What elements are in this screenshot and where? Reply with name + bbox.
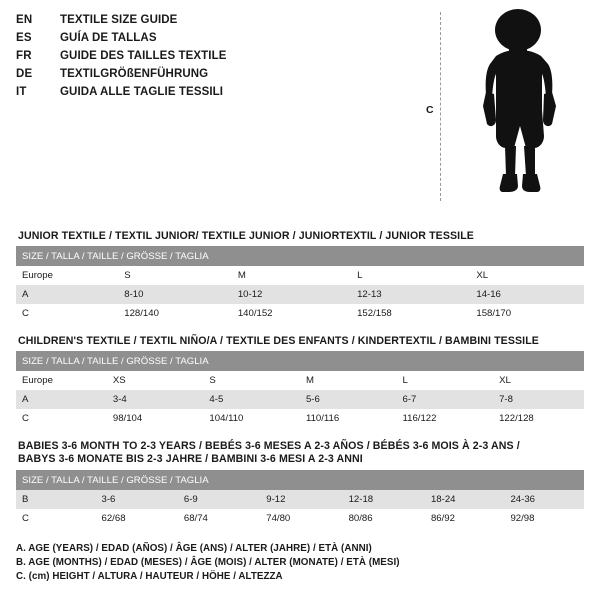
cell-value: 110/116 (300, 409, 397, 428)
column-header-xs: XS (107, 371, 204, 390)
cell-value: 9-12 (260, 490, 342, 509)
height-measure-label: C (426, 104, 434, 116)
cell-value: 116/122 (397, 409, 494, 428)
row-label-c: C (16, 509, 96, 528)
legend-item-b: B. AGE (MONTHS) / EDAD (MESES) / ÂGE (MOIS) / ALTER (MONATE) / ETÀ (MESI) (16, 557, 400, 568)
table-row (16, 409, 584, 428)
section-title-junior: JUNIOR TEXTILE / TEXTIL JUNIOR/ TEXTILE JUNIOR / JUNIORTEXTIL / JUNIOR TESSILE (18, 230, 474, 242)
measurement-figure (426, 8, 586, 203)
cell-value: 158/170 (470, 304, 584, 323)
size-header-label-babies: SIZE / TALLA / TAILLE / GRÖSSE / TAGLIA (16, 470, 584, 490)
cell-value: 12-18 (343, 490, 425, 509)
cell-value: 3-4 (107, 390, 204, 409)
section-junior (16, 230, 584, 323)
language-row-en (16, 14, 436, 32)
cell-value: 92/98 (504, 509, 584, 528)
cell-value: 8-10 (118, 285, 232, 304)
column-header-l: L (397, 371, 494, 390)
section-title-babies (18, 440, 584, 466)
language-text-it: GUIDA ALLE TAGLIE TESSILI (60, 86, 224, 98)
column-header-europe: Europe (16, 371, 107, 390)
table-babies (16, 470, 584, 528)
row-label-c: C (16, 409, 107, 428)
section-children (16, 335, 584, 428)
toddler-silhouette-icon (456, 8, 584, 200)
cell-value: 128/140 (118, 304, 232, 323)
column-header-xl: XL (470, 266, 584, 285)
table-row (16, 490, 584, 509)
size-header-label-children: SIZE / TALLA / TAILLE / GRÖSSE / TAGLIA (16, 351, 584, 371)
cell-value: 104/110 (203, 409, 300, 428)
column-header-l: L (351, 266, 470, 285)
table-row (16, 266, 584, 285)
language-text-de: TEXTILGRÖßENFÜHRUNG (60, 68, 209, 80)
cell-value: 14-16 (470, 285, 584, 304)
row-label-b: B (16, 490, 96, 509)
cell-value: 6-9 (178, 490, 260, 509)
language-row-fr (16, 50, 436, 68)
height-dashed-line (440, 12, 441, 201)
cell-value: 86/92 (425, 509, 505, 528)
cell-value: 5-6 (300, 390, 397, 409)
table-children (16, 351, 584, 428)
row-label-c: C (16, 304, 118, 323)
cell-value: 24-36 (504, 490, 584, 509)
cell-value: 7-8 (493, 390, 584, 409)
column-header-s: S (203, 371, 300, 390)
cell-value: 18-24 (425, 490, 505, 509)
cell-value: 152/158 (351, 304, 470, 323)
column-header-m: M (300, 371, 397, 390)
language-code-de: DE (16, 68, 33, 80)
row-label-a: A (16, 285, 118, 304)
legend-block (16, 542, 584, 584)
table-row (16, 470, 584, 490)
section-babies (16, 440, 584, 528)
legend-item-a: A. AGE (YEARS) / EDAD (AÑOS) / ÂGE (ANS) / ALTER (JAHRE) / ETÀ (ANNI) (16, 543, 372, 554)
table-row (16, 509, 584, 528)
row-label-a: A (16, 390, 107, 409)
language-row-it (16, 86, 436, 104)
section-title-babies-line1: BABIES 3-6 MONTH TO 2-3 YEARS / BEBÉS 3-6 MESES A 2-3 AÑOS / BÉBÉS 3-6 MOIS À 2-3 ANS / (18, 440, 520, 452)
language-text-en: TEXTILE SIZE GUIDE (60, 14, 178, 26)
language-code-fr: FR (16, 50, 32, 62)
language-text-es: GUÍA DE TALLAS (60, 32, 157, 44)
column-header-xl: XL (493, 371, 584, 390)
cell-value: 4-5 (203, 390, 300, 409)
table-junior (16, 246, 584, 323)
cell-value: 6-7 (397, 390, 494, 409)
section-title-children: CHILDREN'S TEXTILE / TEXTIL NIÑO/A / TEXTILE DES ENFANTS / KINDERTEXTIL / BAMBINI TESSILE (18, 335, 539, 347)
table-row (16, 304, 584, 323)
language-text-fr: GUIDE DES TAILLES TEXTILE (60, 50, 227, 62)
cell-value: 68/74 (178, 509, 260, 528)
language-row-es (16, 32, 436, 50)
column-header-europe: Europe (16, 266, 118, 285)
table-row (16, 246, 584, 266)
section-title-babies-line2: BABYS 3-6 MONATE BIS 2-3 JAHRE / BAMBINI 3-6 MESI A 2-3 ANNI (18, 453, 363, 465)
table-row (16, 285, 584, 304)
column-header-m: M (232, 266, 351, 285)
cell-value: 3-6 (96, 490, 178, 509)
cell-value: 10-12 (232, 285, 351, 304)
cell-value: 140/152 (232, 304, 351, 323)
table-row (16, 351, 584, 371)
language-row-de (16, 68, 436, 86)
table-row (16, 371, 584, 390)
language-title-block (16, 14, 436, 104)
size-header-label-junior: SIZE / TALLA / TAILLE / GRÖSSE / TAGLIA (16, 246, 584, 266)
cell-value: 62/68 (96, 509, 178, 528)
cell-value: 98/104 (107, 409, 204, 428)
cell-value: 80/86 (343, 509, 425, 528)
legend-item-c: C. (cm) HEIGHT / ALTURA / HAUTEUR / HÖHE / ALTEZZA (16, 571, 283, 582)
cell-value: 74/80 (260, 509, 342, 528)
table-row (16, 390, 584, 409)
column-header-s: S (118, 266, 232, 285)
language-code-en: EN (16, 14, 33, 26)
cell-value: 12-13 (351, 285, 470, 304)
cell-value: 122/128 (493, 409, 584, 428)
language-code-es: ES (16, 32, 32, 44)
language-code-it: IT (16, 86, 27, 98)
